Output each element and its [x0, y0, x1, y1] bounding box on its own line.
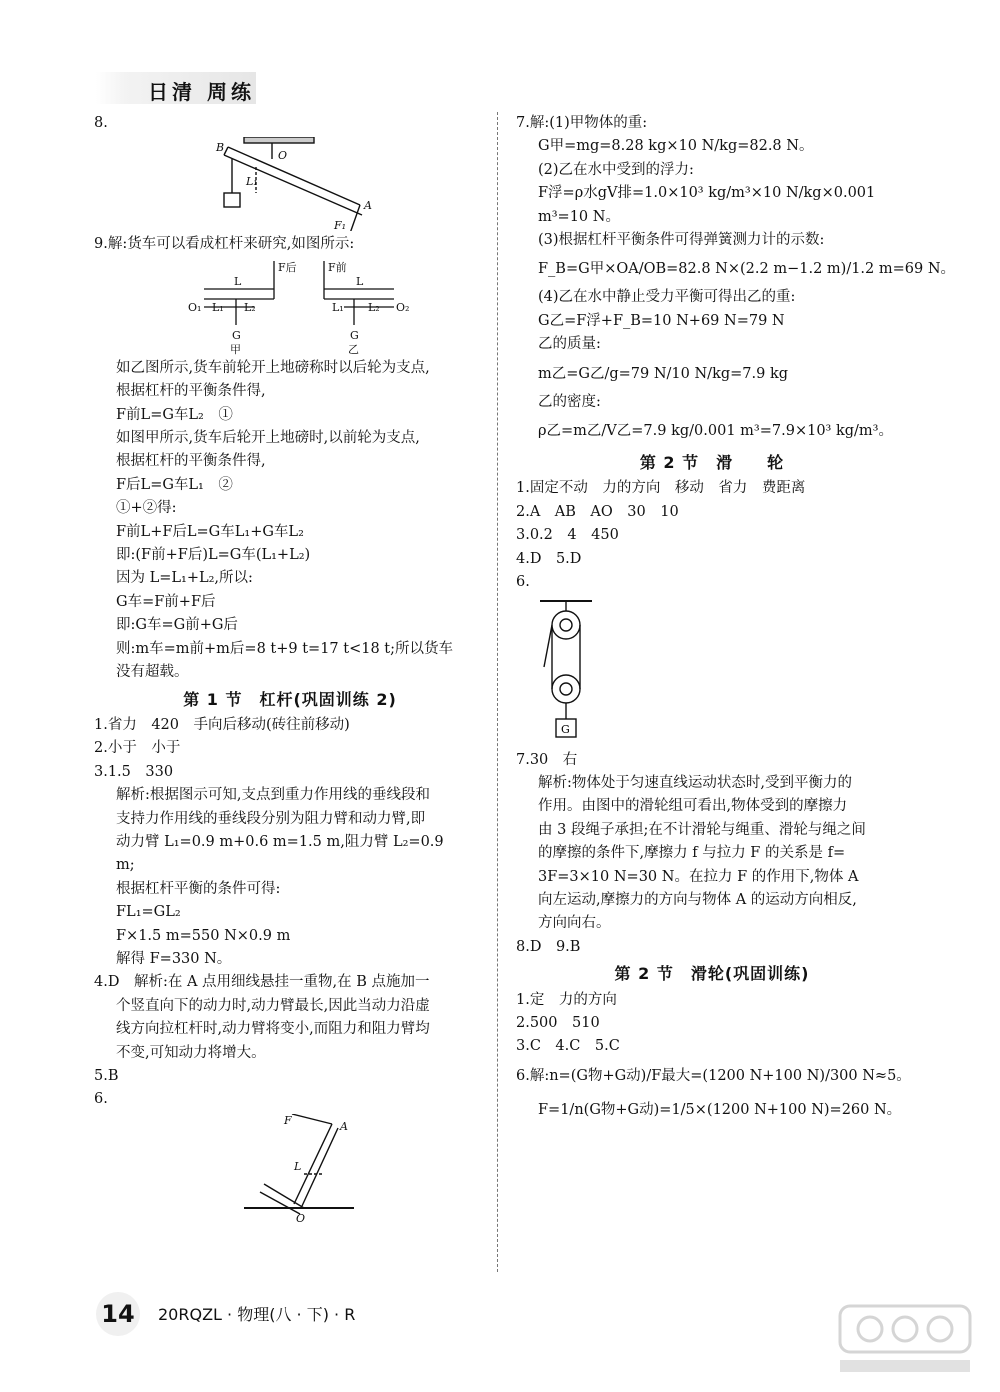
answer-line: 解析:根据图示可知,支点到重力作用线的垂线段和	[116, 787, 430, 804]
label-b: B	[216, 141, 225, 155]
answer-line: 1.定 力的方向	[516, 991, 617, 1008]
answer-line: 9.解:货车可以看成杠杆来研究,如图所示:	[94, 236, 355, 253]
label-g: G	[232, 328, 241, 342]
answer-line: m;	[116, 857, 135, 874]
book-code: 20RQZL · 物理(八 · 下) · R	[158, 1305, 356, 1324]
answer-line: 如乙图所示,货车前轮开上地磅称时以后轮为支点,	[116, 359, 430, 376]
answer-line: (4)乙在水中静止受力平衡可得出乙的重:	[538, 289, 796, 306]
answer-line: 根据杠杆平衡的条件可得:	[116, 880, 281, 897]
answer-line: 2.500 510	[516, 1014, 600, 1031]
answer-line: G乙=F浮+F_B=10 N+69 N=79 N	[538, 312, 785, 329]
answer-line: F后L=G车L₁ ②	[116, 476, 233, 493]
answer-line: 4.D 解析:在 A 点用细线悬挂一重物,在 B 点施加一	[94, 974, 430, 991]
answer-line: 则:m车=m前+m后=8 t+9 t=17 t<18 t;所以货车	[116, 640, 454, 657]
label-o: O	[278, 149, 288, 163]
label-o1: O₁	[188, 300, 202, 314]
label-f-front: F前	[328, 260, 347, 274]
truck-lever-diagram-q9	[94, 259, 486, 355]
answer-line: m³=10 N。	[538, 208, 620, 225]
section-heading: 第 1 节 杠杆(巩固训练 2)	[183, 689, 397, 709]
label-a: A	[340, 1119, 348, 1133]
label-l: L	[356, 274, 364, 288]
formula-line: 6.解:n=(G物+G动)/F最大=(1200 N+100 N)/300 N≈5。	[516, 1067, 911, 1084]
label-l1: L₁	[212, 300, 224, 314]
lever-diagram-q8	[94, 137, 486, 231]
answer-line: 7.30 右	[516, 751, 578, 768]
answer-line: 没有超载。	[116, 664, 189, 681]
section-heading: 第 2 节 滑 轮	[639, 453, 785, 473]
section-heading: 第 2 节 滑轮(巩固训练)	[614, 964, 810, 984]
label-a: A	[364, 199, 372, 213]
label-jia: 甲	[230, 342, 241, 355]
formula-line: F=1/n(G物+G动)=1/5×(1200 N+100 N)=260 N。	[538, 1101, 902, 1118]
answer-line: 6.	[94, 1091, 108, 1108]
answer-line: 3.0.2 4 450	[516, 527, 619, 544]
answer-line: G车=F前+F后	[116, 593, 216, 610]
watermark-logo	[830, 1300, 980, 1380]
brick-lever-diagram-q6	[94, 1114, 486, 1224]
answer-line: 解得 F=330 N。	[116, 950, 232, 967]
answer-line: 作用。由图中的滑轮组可看出,物体受到的摩擦力	[538, 798, 848, 815]
label-l: L	[234, 274, 242, 288]
answer-line: 1.省力 420 手向后移动(砖往前移动)	[94, 716, 350, 733]
answer-line: (3)根据杠杆平衡条件可得弹簧测力计的示数:	[538, 232, 825, 249]
answer-line: 5.B	[94, 1068, 119, 1084]
answer-line: 7.解:(1)甲物体的重:	[516, 115, 648, 131]
label-l1: L₁	[246, 175, 258, 189]
answer-line: 由 3 段绳子承担;在不计滑轮与绳重、滑轮与绳之间	[538, 821, 866, 838]
answer-line: 即:(F前+F后)L=G车(L₁+L₂)	[116, 547, 311, 564]
formula-line: m乙=G乙/g=79 N/10 N/kg=7.9 kg	[538, 365, 789, 382]
formula-line: ρ乙=m乙/V乙=7.9 kg/0.001 m³=7.9×10³ kg/m³。	[538, 423, 893, 440]
column-divider	[497, 112, 498, 1272]
right-column	[516, 112, 956, 1127]
answer-line: 乙的密度:	[538, 393, 601, 410]
label-l2: L₂	[368, 300, 380, 314]
answer-line: 2.A AB AO 30 10	[516, 503, 679, 520]
answer-line: 1.固定不动 力的方向 移动 省力 费距离	[516, 480, 806, 497]
answer-line: 支持力作用线的垂线段分别为阻力臂和动力臂,即	[116, 810, 426, 827]
answer-line: 4.D 5.D	[516, 550, 582, 567]
answer-line: 乙的质量:	[538, 336, 601, 353]
answer-line: 3.1.5 330	[94, 763, 174, 780]
answer-line: (2)乙在水中受到的浮力:	[538, 161, 694, 178]
answer-line: 8.	[94, 115, 108, 131]
answer-line: 即:G车=G前+G后	[116, 617, 238, 634]
label-g: G	[561, 722, 570, 736]
answer-line: F前L=G车L₂ ①	[116, 406, 233, 423]
page-number: 14	[96, 1292, 140, 1336]
answer-line: 方向向右。	[538, 915, 611, 932]
answer-line: 2.小于 小于	[94, 740, 181, 757]
label-l2: L₂	[244, 300, 256, 314]
answer-line: 根据杠杆的平衡条件得,	[116, 453, 266, 470]
answer-line: 如图甲所示,货车后轮开上地磅时,以前轮为支点,	[116, 430, 420, 447]
answer-line: ①+②得:	[116, 500, 177, 517]
answer-line: 6.	[516, 574, 530, 591]
label-l: L	[294, 1159, 302, 1173]
answer-line: 因为 L=L₁+L₂,所以:	[116, 570, 253, 587]
answer-line: 解析:物体处于匀速直线运动状态时,受到平衡力的	[538, 774, 852, 791]
answer-line: 线方向拉杠杆时,动力臂将变小,而阻力和阻力臂均	[116, 1021, 430, 1038]
label-f1: F₁	[334, 219, 347, 232]
answer-line: F×1.5 m=550 N×0.9 m	[116, 927, 291, 944]
label-f: F	[284, 1113, 292, 1127]
answer-line: F浮=ρ水gV排=1.0×10³ kg/m³×10 N/kg×0.001	[538, 185, 876, 202]
answer-line: 8.D 9.B	[516, 938, 581, 955]
answer-line: F前L+F后L=G车L₁+G车L₂	[116, 523, 304, 540]
answer-line: 3F=3×10 N=30 N。在拉力 F 的作用下,物体 A	[538, 868, 859, 885]
answer-line: 不变,可知动力将增大。	[116, 1044, 266, 1061]
pulley-diagram-q6	[516, 597, 908, 747]
answer-line: 根据杠杆的平衡条件得,	[116, 383, 266, 400]
label-o: O	[296, 1211, 306, 1224]
answer-line: G甲=mg=8.28 kg×10 N/kg=82.8 N。	[538, 138, 814, 155]
page-header-title: 日清 周练	[148, 80, 255, 104]
answer-line: FL₁=GL₂	[116, 904, 181, 921]
label-g: G	[350, 328, 359, 342]
answer-line: 向左运动,摩擦力的方向与物体 A 的运动方向相反,	[538, 891, 857, 908]
label-yi: 乙	[348, 342, 359, 355]
answer-line: 3.C 4.C 5.C	[516, 1038, 620, 1055]
answer-line: 动力臂 L₁=0.9 m+0.6 m=1.5 m,阻力臂 L₂=0.9	[116, 833, 444, 850]
answer-line: 个竖直向下的动力时,动力臂最长,因此当动力沿虚	[116, 997, 430, 1014]
left-column	[94, 112, 486, 1226]
label-l1: L₁	[332, 300, 344, 314]
label-o2: O₂	[396, 300, 410, 314]
formula-line: F_B=G甲×OA/OB=82.8 N×(2.2 m−1.2 m)/1.2 m=69 N。	[538, 261, 956, 278]
label-f-rear: F后	[278, 260, 297, 274]
answer-line: 的摩擦的条件下,摩擦力 f 与拉力 F 的关系是 f=	[538, 845, 846, 862]
